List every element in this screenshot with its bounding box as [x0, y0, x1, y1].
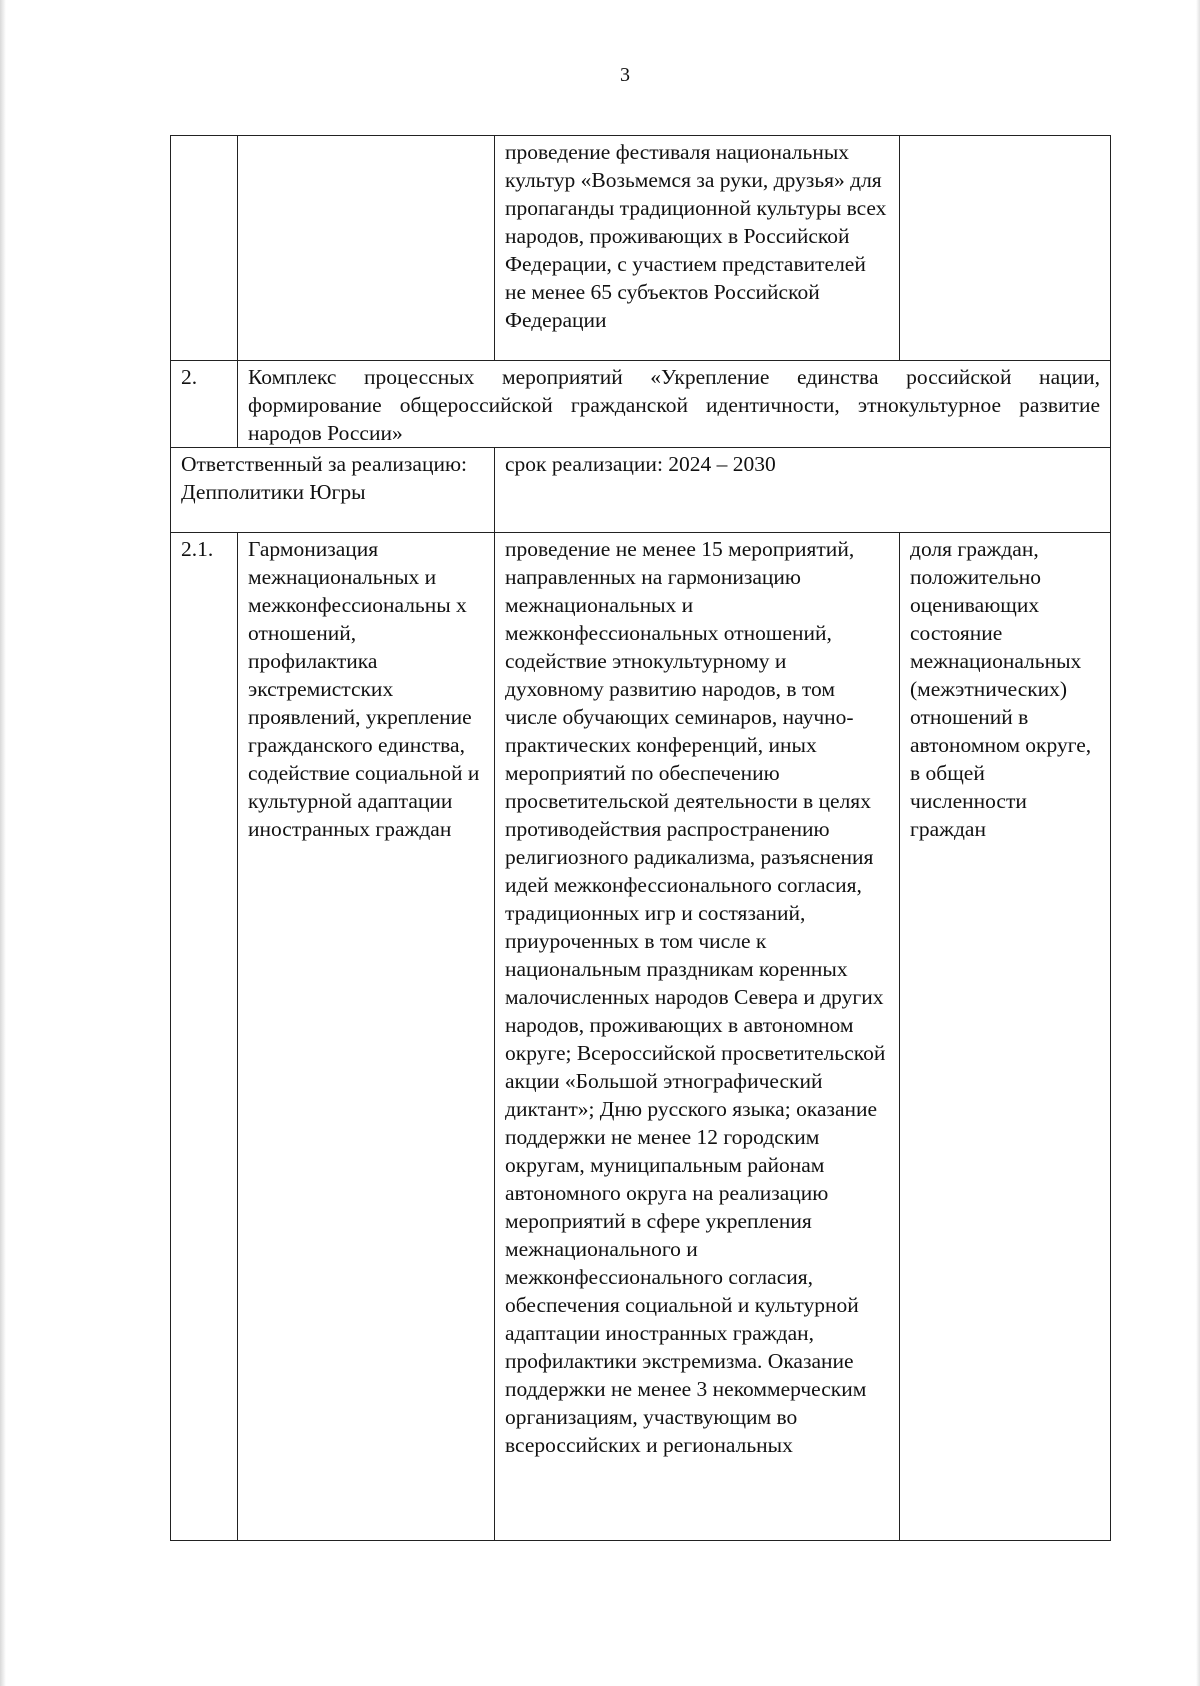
page-number: 3 — [620, 64, 630, 86]
row1-num-cell — [171, 136, 238, 361]
row4-indicator-cell: доля граждан, положительно оценивающих состояние межнациональных (межэтнических) отношений в автономном округе, в общей численности граждан — [900, 533, 1111, 1541]
row4-description-cell: проведение не менее 15 мероприятий, направленных на гармонизацию межнациональных и межконфессиональных отношений, содействие этнокультурному и духовному развитию народов, в том числе обучающих семинаров, научно-практических конференций, иных мероприятий по обеспечению просветительской деятельности в целях противодействия распространению религиозного радикализма, разъяснения идей межконфессионального согласия, традиционных игр и состязаний, приуроченных в том числе к национальным праздникам коренных малочисленных народов Севера и других народов, проживающих в автономном округе; Всероссийской просветительской акции «Большой этнографический диктант»; Дню русского языка; оказание поддержки не менее 12 городским округам, муниципальным районам автономного округа на реализацию мероприятий в сфере укрепления межнационального и межконфессионального согласия, обеспечения социальной и культурной адаптации иностранных граждан, профилактики экстремизма. Оказание поддержки не менее 3 некоммерческим организациям, участвующим во всероссийских и региональных — [495, 533, 900, 1541]
table-row-responsible — [171, 448, 1111, 533]
row1-description-cell: проведение фестиваля национальных культур «Возьмемся за руки, друзья» для пропаганды традиционной культуры всех народов, проживающих в Российской Федерации, с участием представителей не менее 65 субъектов Российской Федерации — [495, 136, 900, 361]
row2-num-cell: 2. — [171, 361, 238, 448]
row4-num-cell: 2.1. — [171, 533, 238, 1541]
scan-edge-right — [1196, 0, 1200, 1686]
table-row-harmonization — [171, 533, 1111, 1541]
row3-term-cell: срок реализации: 2024 – 2030 — [495, 448, 1111, 533]
row3-responsible-cell: Ответственный за реализацию: Депполитики Югры — [171, 448, 495, 533]
scan-edge-left — [0, 0, 6, 1686]
row4-name-cell: Гармонизация межнациональных и межконфессиональны х отношений, профилактика экстремистских проявлений, укрепление гражданского единства, содействие социальной и культурной адаптации иностранных граждан — [238, 533, 495, 1541]
table-row-complex-header — [171, 361, 1111, 448]
row1-indicator-cell — [900, 136, 1111, 361]
row1-name-cell — [238, 136, 495, 361]
row2-title-cell: Комплекс процессных мероприятий «Укрепление единства российской нации, формирование общероссийской гражданской идентичности, этнокультурное развитие народов России» — [238, 361, 1111, 448]
table-row-festival — [171, 136, 1111, 361]
measures-table — [170, 135, 1111, 1541]
